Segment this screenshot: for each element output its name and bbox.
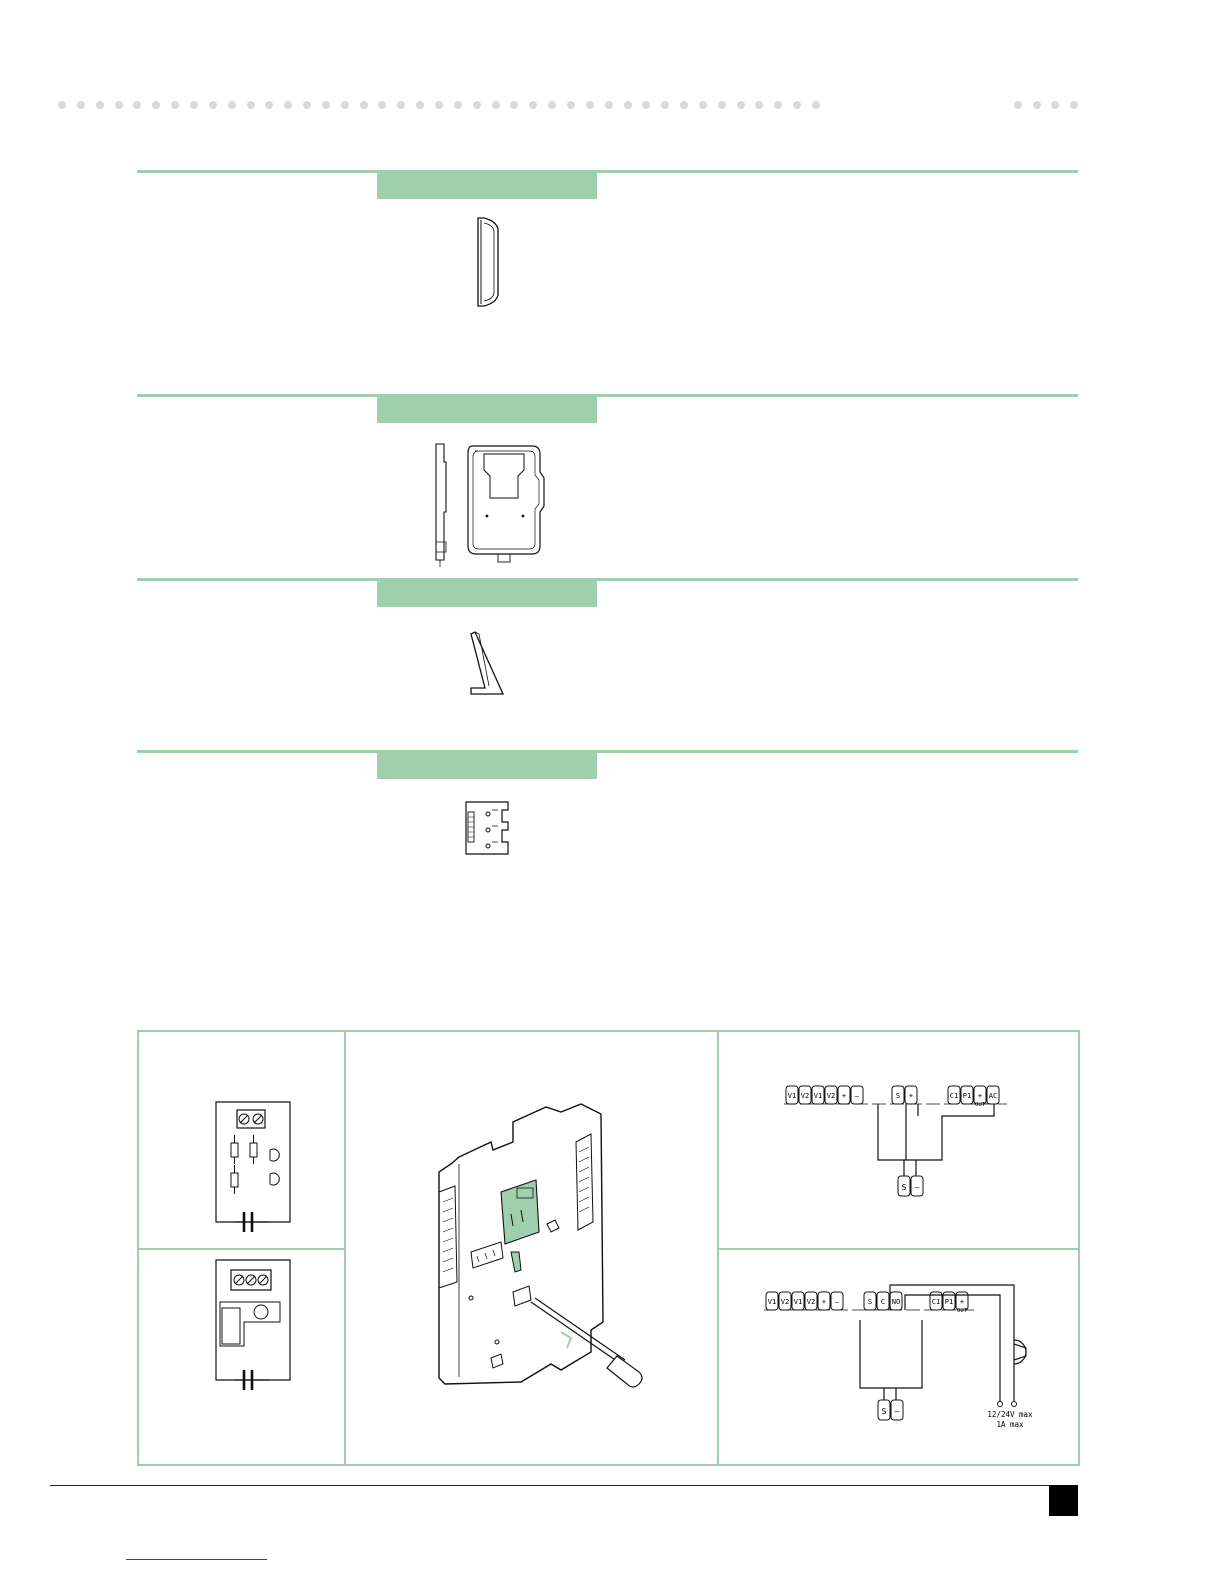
section-tab xyxy=(377,753,597,779)
header-dot xyxy=(774,101,782,109)
section-rule xyxy=(137,394,1078,397)
terminal-label: V1 xyxy=(767,1298,777,1306)
header-dot xyxy=(680,101,688,109)
terminal-label: V2 xyxy=(780,1298,790,1306)
header-dot xyxy=(567,101,575,109)
header-dot xyxy=(341,101,349,109)
header-dot-row xyxy=(58,101,818,109)
header-dot xyxy=(793,101,801,109)
header-dot xyxy=(510,101,518,109)
header-dot xyxy=(416,101,424,109)
header-dot xyxy=(58,101,66,109)
header-dot xyxy=(209,101,217,109)
terminal-label: NO xyxy=(891,1298,901,1306)
relay-module-b-icon xyxy=(214,1258,294,1393)
header-dot xyxy=(605,101,613,109)
wall-base-plate-icon xyxy=(432,442,547,572)
section-rule xyxy=(137,750,1078,753)
header-dot xyxy=(397,101,405,109)
desk-stand-icon xyxy=(465,630,510,700)
header-dot xyxy=(699,101,707,109)
section-front-cover xyxy=(137,170,1078,395)
header-dot-row-right xyxy=(1014,101,1078,109)
header-dot xyxy=(247,101,255,109)
section-tab xyxy=(377,581,597,607)
section-connector-module xyxy=(137,750,1078,870)
header-dot xyxy=(77,101,85,109)
header-dot xyxy=(284,101,292,109)
terminal-label: V2 xyxy=(806,1298,816,1306)
section-rule xyxy=(137,170,1078,173)
terminal-label: C1 xyxy=(949,1092,959,1100)
header-dot xyxy=(190,101,198,109)
terminal-out-label: OUT xyxy=(975,1102,985,1108)
header-dot xyxy=(454,101,462,109)
header-dot xyxy=(529,101,537,109)
terminal-label: V1 xyxy=(793,1298,803,1306)
page-number-marker xyxy=(1049,1485,1078,1516)
cover-side-view-icon xyxy=(472,215,512,310)
terminal-label: + xyxy=(908,1092,914,1100)
header-dot xyxy=(755,101,763,109)
header-dot xyxy=(115,101,123,109)
section-tab xyxy=(377,397,597,423)
header-dot xyxy=(171,101,179,109)
terminal-label: + xyxy=(821,1298,827,1306)
relay-rating-label: 12/24V max xyxy=(987,1410,1033,1419)
footer-rule xyxy=(50,1485,1078,1486)
terminal-label: S xyxy=(867,1298,873,1306)
header-dot xyxy=(303,101,311,109)
terminal-label: – xyxy=(854,1092,860,1100)
header-dot xyxy=(378,101,386,109)
terminal-label: C xyxy=(880,1298,886,1306)
terminal-label: V2 xyxy=(800,1092,810,1100)
header-dot xyxy=(492,101,500,109)
header-dot xyxy=(548,101,556,109)
footer-link-underline xyxy=(126,1559,267,1560)
relay-rating-label: 1A max xyxy=(996,1420,1024,1429)
header-dot xyxy=(624,101,632,109)
header-dot xyxy=(737,101,745,109)
header-dot xyxy=(1070,101,1078,109)
header-dot xyxy=(718,101,726,109)
terminal-label: S xyxy=(895,1092,901,1100)
section-rule xyxy=(137,578,1078,581)
probe-terminal-label: S xyxy=(881,1407,887,1416)
header-dot xyxy=(812,101,820,109)
terminal-label: V2 xyxy=(826,1092,836,1100)
header-dot xyxy=(1033,101,1041,109)
panel-divider xyxy=(719,1248,1078,1250)
wiring-diagram-relay xyxy=(764,1282,1064,1432)
header-dot xyxy=(152,101,160,109)
header-dot xyxy=(1014,101,1022,109)
header-dot xyxy=(133,101,141,109)
panel-divider xyxy=(139,1248,344,1250)
terminal-out-label: OUT xyxy=(957,1308,967,1314)
header-dot xyxy=(473,101,481,109)
probe-terminal-label: – xyxy=(894,1407,900,1416)
section-wall-base xyxy=(137,394,1078,580)
header-dot xyxy=(661,101,669,109)
terminal-label: + xyxy=(977,1092,983,1100)
installation-diagram-panel xyxy=(137,1030,1080,1466)
header-dot xyxy=(586,101,594,109)
header-dot xyxy=(228,101,236,109)
connector-module-icon xyxy=(462,800,512,860)
header-dot xyxy=(435,101,443,109)
header-dot xyxy=(642,101,650,109)
section-tab xyxy=(377,173,597,199)
terminal-label: + xyxy=(841,1092,847,1100)
panel-divider xyxy=(344,1032,346,1464)
terminal-label: + xyxy=(959,1298,965,1306)
terminal-label: V1 xyxy=(813,1092,823,1100)
terminal-label: P1 xyxy=(962,1092,972,1100)
header-dot xyxy=(360,101,368,109)
wiring-diagram-sensor xyxy=(784,1080,1024,1210)
terminal-label: V1 xyxy=(787,1092,797,1100)
probe-terminal-label: S xyxy=(901,1183,907,1192)
probe-terminal-label: – xyxy=(914,1183,920,1192)
module-installation-illustration xyxy=(431,1102,656,1392)
header-dot xyxy=(96,101,104,109)
relay-module-a-icon xyxy=(214,1100,294,1235)
terminal-label: P1 xyxy=(944,1298,954,1306)
header-dot xyxy=(265,101,273,109)
terminal-label: AC xyxy=(988,1092,998,1100)
header-dot xyxy=(1051,101,1059,109)
terminal-label: – xyxy=(834,1298,840,1306)
section-desk-stand xyxy=(137,578,1078,753)
terminal-label: C1 xyxy=(931,1298,941,1306)
header-dot xyxy=(322,101,330,109)
